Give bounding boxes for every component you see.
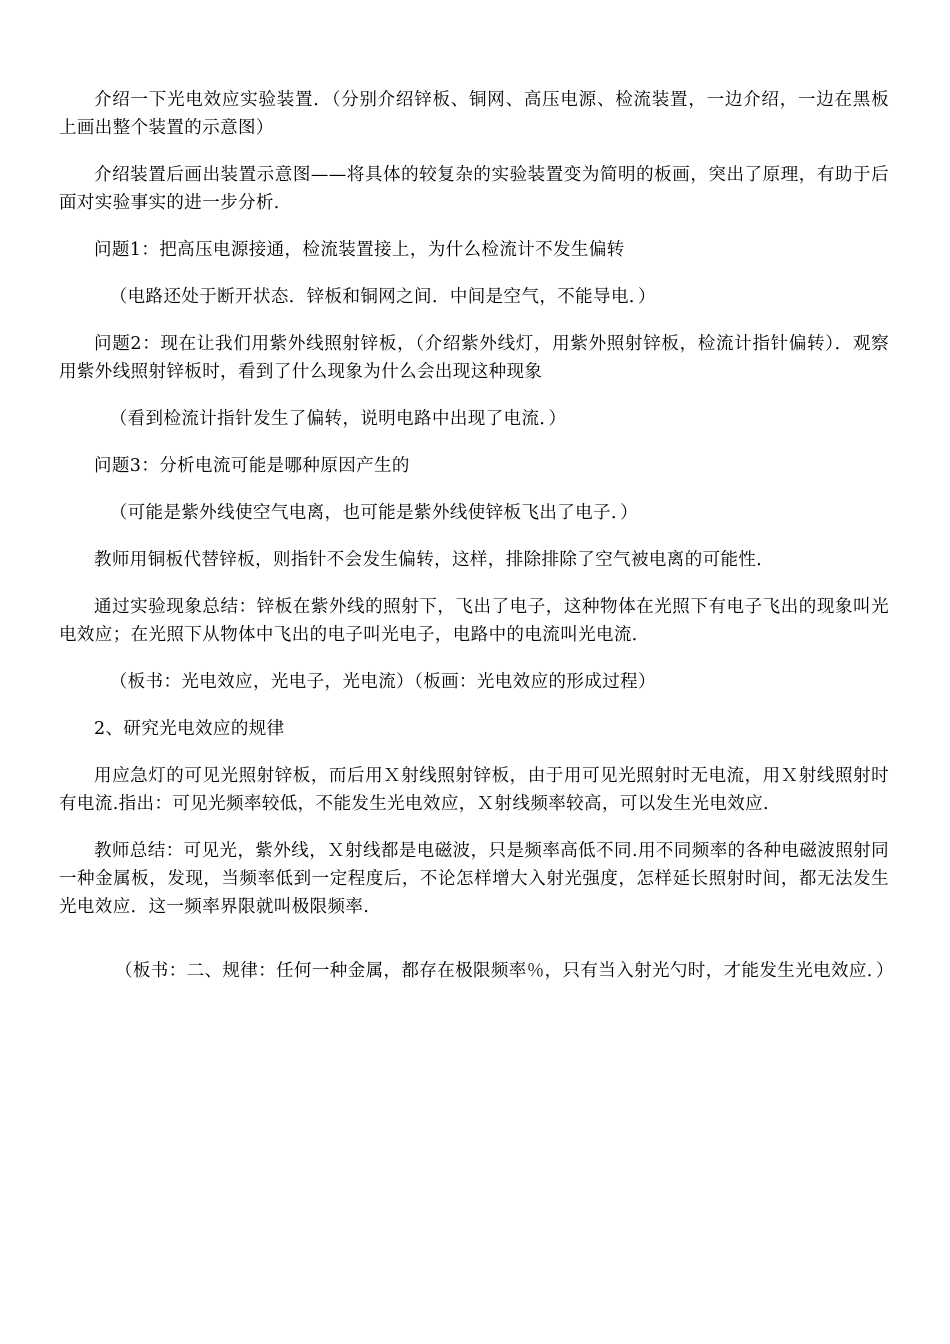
paragraph-teacher-summary: 教师总结：可见光，紫外线，Ｘ射线都是电磁波，只是频率高低不同.用不同频率的各种电磁波照射同一种金属板，发现，当频率低到一定程度后，不论怎样增大入射光强度，怎样延长照射时间，都无法发生光电效应．这一频率界限就叫极限频率.: [59, 841, 889, 917]
paragraph-visible-xray: 用应急灯的可见光照射锌板，而后用Ｘ射线照射锌板，由于用可见光照射时无电流，用Ｘ射线照射时有电流.指出：可见光频率较低，不能发生光电效应，Ｘ射线频率较高，可以发生光电效应.: [59, 766, 889, 814]
paragraph-question-1: 问题1：把高压电源接通，检流装置接上，为什么检流计不发生偏转: [94, 240, 625, 260]
paragraph-answer-1: （电路还处于断开状态．锌板和铜网之间．中间是空气，不能导电．）: [109, 287, 656, 307]
paragraph-summary-photoelectric: 通过实验现象总结：锌板在紫外线的照射下，飞出了电子，这种物体在光照下有电子飞出的现象叫光电效应；在光照下从物体中飞出的电子叫光电子，电路中的电流叫光电流．: [59, 597, 889, 645]
paragraph-copper-plate: 教师用铜板代替锌板，则指针不会发生偏转，这样，排除排除了空气被电离的可能性．: [94, 550, 775, 570]
paragraph-question-3: 问题3：分析电流可能是哪种原因产生的: [94, 456, 410, 476]
paragraph-answer-2: （看到检流计指针发生了偏转，说明电路中出现了电流．）: [109, 409, 567, 429]
paragraph-board-notes-2: （板书：二、规律：任何一种金属，都存在极限频率％，只有当入射光勺时，才能发生光电效应．）: [115, 961, 894, 981]
document-body: [59, 86, 894, 1004]
paragraph-intro-apparatus: 介绍一下光电效应实验装置．（分别介绍锌板、铜网、高压电源、检流装置，一边介绍，一边在黑板上画出整个装置的示意图）: [59, 90, 889, 138]
paragraph-answer-3: （可能是紫外线使空气电离，也可能是紫外线使锌板飞出了电子．）: [109, 503, 638, 523]
paragraph-apparatus-diagram: 介绍装置后画出装置示意图——将具体的较复杂的实验装置变为简明的板画，突出了原理，有助于后面对实验事实的进一步分析．: [59, 165, 889, 213]
paragraph-board-notes-1: （板书：光电效应，光电子，光电流）（板画：光电效应的形成过程）: [109, 672, 656, 692]
section-heading-laws: 2、研究光电效应的规律: [94, 719, 285, 739]
paragraph-question-2: 问题2：现在让我们用紫外线照射锌板，（介绍紫外线灯，用紫外照射锌板，检流计指针偏转）．观察用紫外线照射锌板时，看到了什么现象为什么会出现这种现象: [59, 334, 889, 382]
